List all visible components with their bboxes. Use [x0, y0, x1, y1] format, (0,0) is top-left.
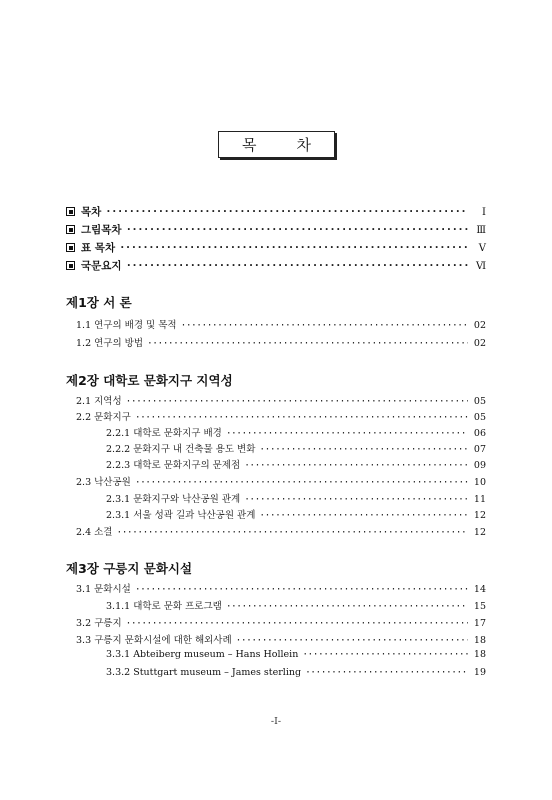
- entry-label: 3.1 문화시설: [76, 584, 131, 595]
- dot-leader: [135, 412, 468, 423]
- toc-entry[interactable]: [76, 393, 486, 407]
- entry-label: 1.2 연구의 방법: [76, 338, 144, 349]
- entry-label: 2.4 소결: [76, 527, 113, 538]
- entry-label: 그림목차: [81, 224, 122, 236]
- entry-label: 2.2.2 문화지구 내 건축물 용도 변화: [106, 444, 256, 455]
- square-bullet-icon: [66, 243, 75, 252]
- dot-leader: [119, 242, 468, 254]
- dot-leader: [116, 527, 468, 538]
- entry-page: 02: [473, 338, 486, 349]
- dot-leader: [126, 396, 468, 407]
- toc-title-char-2: 차: [296, 136, 311, 154]
- dot-leader: [244, 460, 468, 471]
- entry-label: 2.2 문화지구: [76, 412, 131, 423]
- dot-leader: [226, 428, 468, 439]
- toc-entry[interactable]: [106, 667, 486, 678]
- entry-label: 국문요지: [81, 260, 122, 272]
- entry-label: 2.2.1 대학로 문화지구 배경: [106, 428, 222, 439]
- chapter-3-heading: 제3장 구릉지 문화시설: [66, 561, 193, 576]
- dot-leader: [236, 635, 468, 646]
- dot-leader: [244, 494, 468, 505]
- entry-label: 표 목차: [81, 242, 116, 254]
- toc-entry[interactable]: [106, 457, 486, 471]
- entry-label: 2.3.1 서울 성곽 길과 낙산공원 관계: [106, 510, 256, 521]
- entry-page: 19: [473, 667, 486, 678]
- entry-page: 05: [473, 396, 486, 407]
- entry-page: 18: [473, 635, 486, 646]
- dot-leader: [147, 338, 468, 349]
- dot-leader: [226, 601, 468, 612]
- chapter-1-heading: 제1장 서 론: [66, 295, 132, 310]
- toc-entry[interactable]: [106, 491, 486, 505]
- toc-entry[interactable]: [106, 649, 486, 660]
- entry-label: 3.3.2 Stuttgart museum – James sterling: [106, 667, 302, 678]
- toc-title: [218, 131, 335, 158]
- entry-page: 11: [473, 494, 486, 505]
- entry-label: 3.3.1 Abteiberg museum – Hans Hollein: [106, 649, 299, 660]
- entry-page: 02: [473, 320, 486, 331]
- dot-leader: [105, 206, 468, 218]
- entry-label: 3.1.1 대학로 문화 프로그램: [106, 601, 222, 612]
- entry-label: 2.3.1 문화지구와 낙산공원 관계: [106, 494, 241, 505]
- toc-entry[interactable]: [76, 409, 486, 423]
- dot-leader: [181, 320, 468, 331]
- toc-entry[interactable]: [76, 474, 486, 488]
- toc-entry[interactable]: [106, 425, 486, 439]
- dot-leader: [302, 649, 468, 660]
- dot-leader: [305, 667, 468, 678]
- toc-entry-abstract[interactable]: [66, 258, 486, 273]
- entry-page: 09: [473, 460, 486, 471]
- toc-entry-contents[interactable]: [66, 204, 486, 219]
- entry-page: 12: [473, 527, 486, 538]
- entry-page: 18: [473, 649, 486, 660]
- square-bullet-icon: [66, 207, 75, 216]
- toc-entry[interactable]: [76, 615, 486, 629]
- page-number: -Ⅰ-: [270, 716, 282, 727]
- toc-entry[interactable]: [76, 632, 486, 646]
- dot-leader: [126, 618, 468, 629]
- dot-leader: [126, 224, 468, 236]
- toc-entry[interactable]: [106, 598, 486, 612]
- chapter-2-heading: 제2장 대학로 문화지구 지역성: [66, 373, 233, 388]
- entry-label: 2.1 지역성: [76, 396, 122, 407]
- square-bullet-icon: [66, 225, 75, 234]
- toc-title-char-1: 목: [242, 136, 257, 154]
- entry-page: 05: [473, 412, 486, 423]
- entry-page: 14: [473, 584, 486, 595]
- entry-label: 3.2 구릉지: [76, 618, 122, 629]
- toc-entry-tables[interactable]: [66, 240, 486, 255]
- dot-leader: [126, 260, 468, 272]
- entry-page: 17: [473, 618, 486, 629]
- toc-entry-figures[interactable]: [66, 222, 486, 237]
- entry-page: Ⅲ: [476, 225, 486, 236]
- entry-label: 1.1 연구의 배경 및 목적: [76, 320, 177, 331]
- dot-leader: [259, 510, 468, 521]
- entry-label: 목차: [81, 206, 102, 218]
- square-bullet-icon: [66, 261, 75, 270]
- dot-leader: [135, 477, 468, 488]
- entry-page: Ⅰ: [482, 207, 486, 218]
- toc-entry[interactable]: [76, 317, 486, 331]
- entry-label: 2.2.3 대학로 문화지구의 문제점: [106, 460, 241, 471]
- entry-page: Ⅵ: [475, 261, 486, 272]
- entry-page: 10: [473, 477, 486, 488]
- entry-label: 2.3 낙산공원: [76, 477, 131, 488]
- entry-page: 06: [473, 428, 486, 439]
- entry-page: 15: [473, 601, 486, 612]
- toc-entry[interactable]: [76, 335, 486, 349]
- dot-leader: [259, 444, 468, 455]
- entry-page: 12: [473, 510, 486, 521]
- entry-page: 07: [473, 444, 486, 455]
- toc-entry[interactable]: [76, 524, 486, 538]
- toc-entry[interactable]: [106, 441, 486, 455]
- toc-entry[interactable]: [76, 581, 486, 595]
- toc-entry[interactable]: [106, 507, 486, 521]
- dot-leader: [135, 584, 468, 595]
- entry-page: Ⅴ: [478, 243, 486, 254]
- entry-label: 3.3 구릉지 문화시설에 대한 해외사례: [76, 635, 232, 646]
